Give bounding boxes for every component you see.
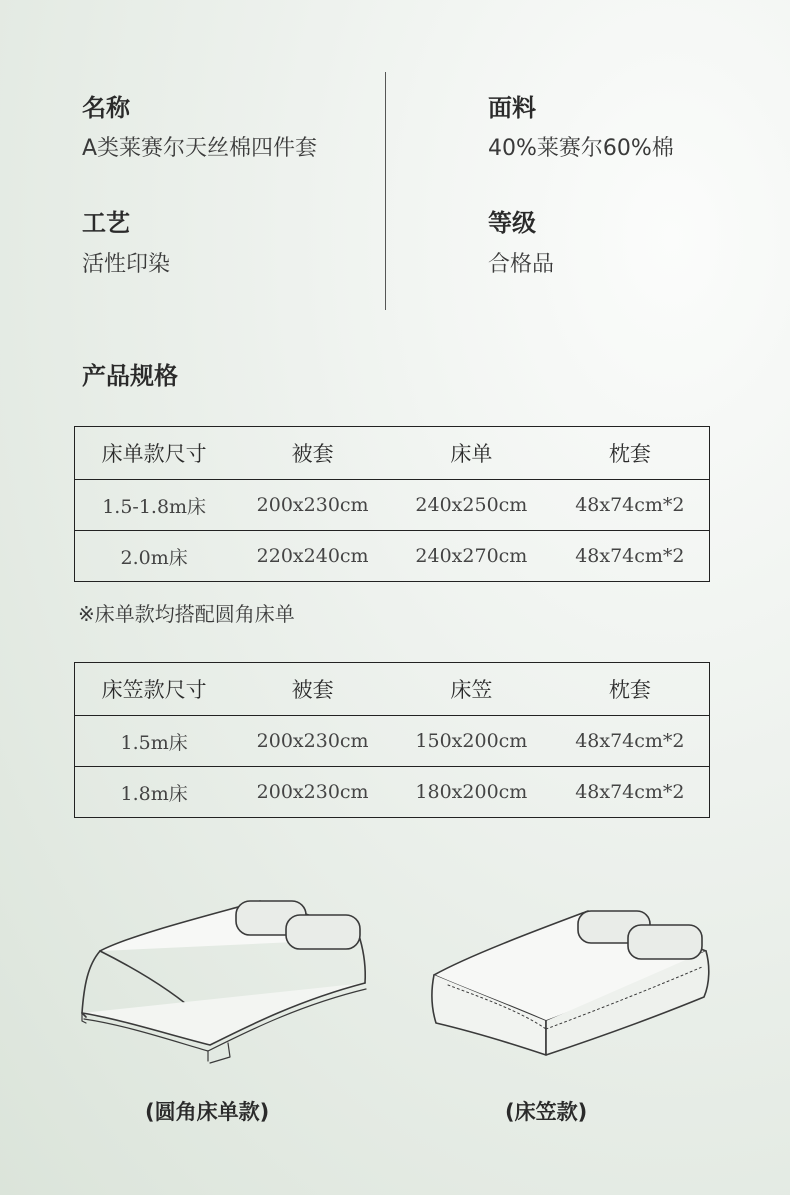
table-header-cell: 被套 (291, 442, 334, 466)
table-cell: 180x200cm (392, 767, 551, 818)
table-cell: 1.8m床 (75, 767, 234, 818)
table-cell: 150x200cm (392, 716, 551, 767)
table-cell: 240x270cm (392, 531, 551, 582)
name-value: A类莱赛尔天丝棉四件套 (82, 136, 318, 161)
grade-value: 合格品 (488, 252, 555, 277)
fabric-value: 40%莱赛尔60%棉 (488, 136, 674, 161)
table-header-row (75, 663, 710, 716)
name-label: 名称 (82, 94, 130, 122)
table-cell: 1.5m床 (75, 716, 234, 767)
table-row (75, 480, 710, 531)
table-cell: 200x230cm (233, 767, 392, 818)
fitted-sheet-size-table (74, 662, 710, 818)
table-cell: 200x230cm (233, 480, 392, 531)
flat-sheet-note: ※床单款均搭配圆角床单 (78, 602, 295, 626)
fabric-label: 面料 (488, 94, 536, 122)
table-cell: 48x74cm*2 (551, 716, 710, 767)
flat-sheet-size-table (74, 426, 710, 582)
table-cell: 2.0m床 (75, 531, 234, 582)
table-cell: 220x240cm (233, 531, 392, 582)
grade-label: 等级 (488, 209, 536, 237)
table-header-cell: 枕套 (608, 442, 651, 466)
fitted-sheet-caption: (床笠款) (505, 1100, 588, 1124)
flat-sheet-caption: (圆角床单款) (145, 1100, 270, 1124)
section-title: 产品规格 (82, 362, 178, 390)
table-header-cell: 被套 (291, 678, 334, 702)
craft-value: 活性印染 (82, 252, 171, 277)
table-header-cell: 床笠款尺寸 (101, 678, 207, 702)
table-header-cell: 床笠 (450, 678, 493, 702)
table-row (75, 531, 710, 582)
table-cell: 48x74cm*2 (551, 767, 710, 818)
spec-divider (385, 72, 386, 310)
craft-label: 工艺 (82, 209, 130, 237)
table-cell: 240x250cm (392, 480, 551, 531)
table-row (75, 716, 710, 767)
table-header-cell: 床单款尺寸 (101, 442, 207, 466)
table-header-row (75, 427, 710, 480)
table-row (75, 767, 710, 818)
flat-sheet-bed-illustration (70, 885, 390, 1075)
table-cell: 48x74cm*2 (551, 531, 710, 582)
table-cell: 1.5-1.8m床 (75, 480, 234, 531)
fitted-sheet-bed-illustration (420, 905, 720, 1070)
table-cell: 200x230cm (233, 716, 392, 767)
table-header-cell: 枕套 (608, 678, 651, 702)
table-cell: 48x74cm*2 (551, 480, 710, 531)
table-header-cell: 床单 (450, 442, 493, 466)
